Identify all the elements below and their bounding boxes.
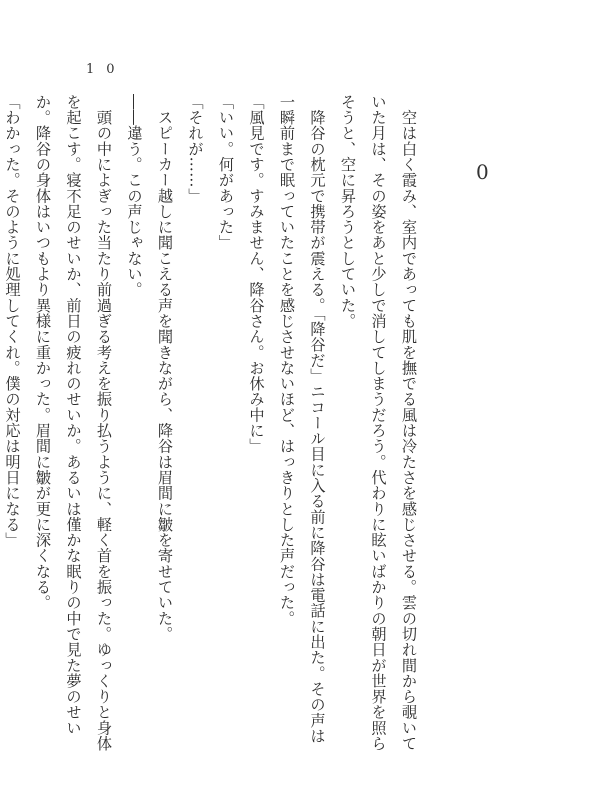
chapter-number: 0 <box>476 160 489 184</box>
paragraph: 「わかった。そのように処理してくれ。僕の対応は明日になる」 <box>3 94 22 548</box>
paragraph: 降谷の枕元で携帯が震える。「降谷だ」ニコール目に入る前に降谷は電話に出た。その声は一瞬前まで眠っていたことを感じさせないほど、はっきりとした声だった。 <box>278 94 327 744</box>
paragraph: スピーカー越しに聞こえる声を聞きながら、降谷は眉間に皺を寄せていた。 <box>156 94 174 642</box>
page-number: 10 <box>86 62 127 77</box>
body-text <box>0 94 424 754</box>
paragraph: 「風見です。すみません、降谷さん。お休み中に」 <box>247 94 266 454</box>
paragraph: 「それが……」 <box>186 94 205 204</box>
paragraph: ――違う。この声じゃない。 <box>125 94 144 298</box>
paragraph: 「いい。何があった」 <box>217 94 235 251</box>
paragraph: 頭の中によぎった当たり前過ぎる考えを振り払うように、軽く首を振った。ゆっくりと身体を起こす。寝不足のせいか、前日の疲れのせいか。あるいは僅かな眠りの中で見た夢のせいか。降谷の身体はいつもより異様に重かった。眉間に皺が更に深くなる。 <box>34 94 113 752</box>
paragraph: 空は白く霞み、室内であっても肌を撫でる風は冷たさを感じさせる。雲の切れ間から覗いていた月は、その姿をあと少しで消してしまうだろう。代わりに眩いばかりの朝日が世界を照らそうと、空に昇ろうとしていた。 <box>339 94 418 752</box>
